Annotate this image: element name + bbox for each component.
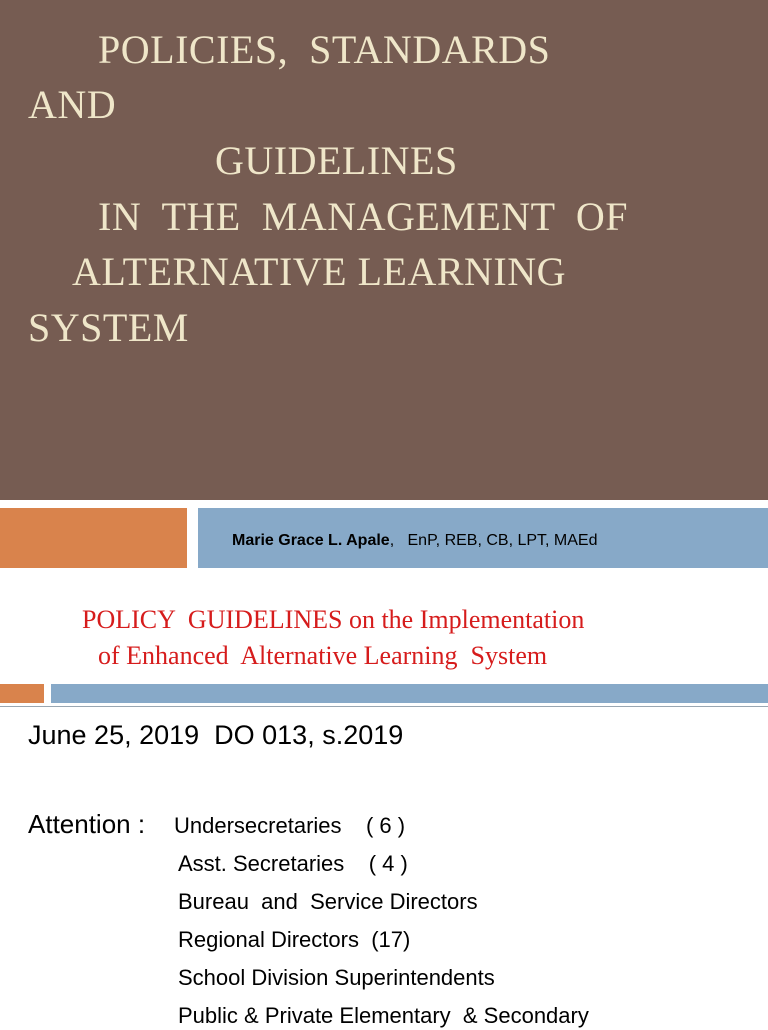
recipient-item: Regional Directors (17) bbox=[178, 927, 411, 952]
policy-heading-line-1: POLICY GUIDELINES on the Implementation bbox=[82, 605, 585, 634]
horizontal-rule bbox=[0, 706, 768, 707]
policy-heading-line-2: of Enhanced Alternative Learning System bbox=[98, 641, 548, 670]
title-line-5: ALTERNATIVE LEARNING bbox=[72, 249, 567, 294]
order-date-line: June 25, 2019 DO 013, s.2019 bbox=[28, 720, 404, 750]
recipient-item: Asst. Secretaries ( 4 ) bbox=[178, 851, 408, 876]
recipient-item: Undersecretaries ( 6 ) bbox=[174, 813, 406, 838]
recipient-item: School Division Superintendents bbox=[178, 965, 495, 990]
title-line-1: POLICIES, STANDARDS bbox=[98, 27, 551, 72]
recipient-item: Bureau and Service Directors bbox=[178, 889, 478, 914]
title-line-2: AND bbox=[28, 82, 117, 127]
author-line bbox=[232, 530, 598, 552]
attention-label: Attention : bbox=[28, 809, 146, 839]
author-name: Marie Grace L. Apale bbox=[232, 532, 390, 549]
small-accent-orange bbox=[0, 684, 44, 703]
small-accent-blue bbox=[51, 684, 768, 703]
recipient-item: Public & Private Elementary & Secondary bbox=[178, 1003, 589, 1028]
title-panel bbox=[0, 0, 768, 500]
title-line-4: IN THE MANAGEMENT OF bbox=[98, 194, 629, 239]
divider-gap bbox=[0, 500, 768, 508]
title-line-6: SYSTEM bbox=[28, 305, 189, 350]
accent-bar-orange bbox=[0, 508, 187, 568]
author-separator: , bbox=[389, 532, 395, 549]
title-line-3: GUIDELINES bbox=[215, 138, 458, 183]
author-credentials: EnP, REB, CB, LPT, MAEd bbox=[394, 532, 598, 549]
